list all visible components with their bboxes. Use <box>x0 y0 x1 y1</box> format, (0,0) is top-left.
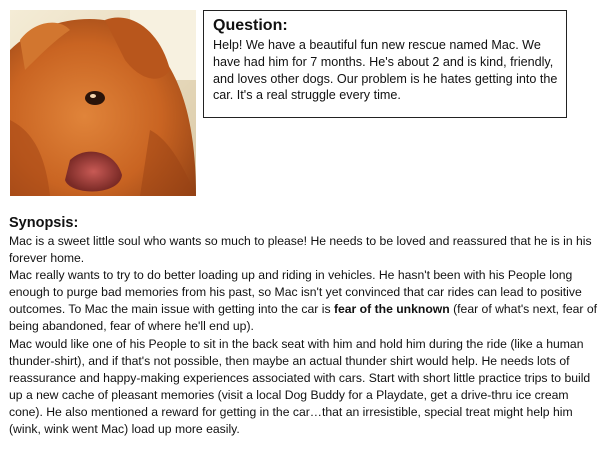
question-box <box>203 10 567 118</box>
question-heading: Question: <box>213 17 288 34</box>
synopsis-p2-text-end: (fear of what's next, fear of being abandoned, fear of where he'll end up). <box>9 302 598 334</box>
synopsis-paragraph-3: Mac would like one of his People to sit in the back seat with him and hold him during the ride (like a human thunder-shirt), and if that's not possible, then maybe an actual thunder shirt would help. He needs lots of reassurance and happy-making experiences associated with cars. Start with short little practice trips to build up a new cache of pleasant memories (visit a local Dog Buddy for a Playdate, get a drive-thru ice cream cone). He also mentioned a reward for getting in the car…that an irresistible, special treat might help him (wink, wink went Mac) load up more easily. <box>9 336 591 437</box>
synopsis-section <box>9 214 597 438</box>
synopsis-p2-text: Mac really wants to try to do better loading up and riding in vehicles. He hasn't been with his People long enough to purge bad memories from his past, so Mac isn't yet convinced that car rides can lead to positive outcomes. To Mac the main issue with getting into the car is <box>9 268 582 317</box>
synopsis-paragraph-1: Mac is a sweet little soul who wants so much to please! He needs to be loved and reassured that he is in his forever home. <box>9 234 592 266</box>
synopsis-paragraph-2 <box>9 267 597 335</box>
dog-photo <box>10 10 196 196</box>
dog-photo-image <box>10 10 196 196</box>
question-body: Help! We have a beautiful fun new rescue named Mac. We have had him for 7 months. He's about 2 and is kind, friendly, and loves other dogs. Our problem is he hates getting into the car. It's a real struggle every time. <box>213 38 558 103</box>
synopsis-heading: Synopsis: <box>9 215 79 231</box>
synopsis-p2-bold: fear of the unknown <box>333 302 450 317</box>
